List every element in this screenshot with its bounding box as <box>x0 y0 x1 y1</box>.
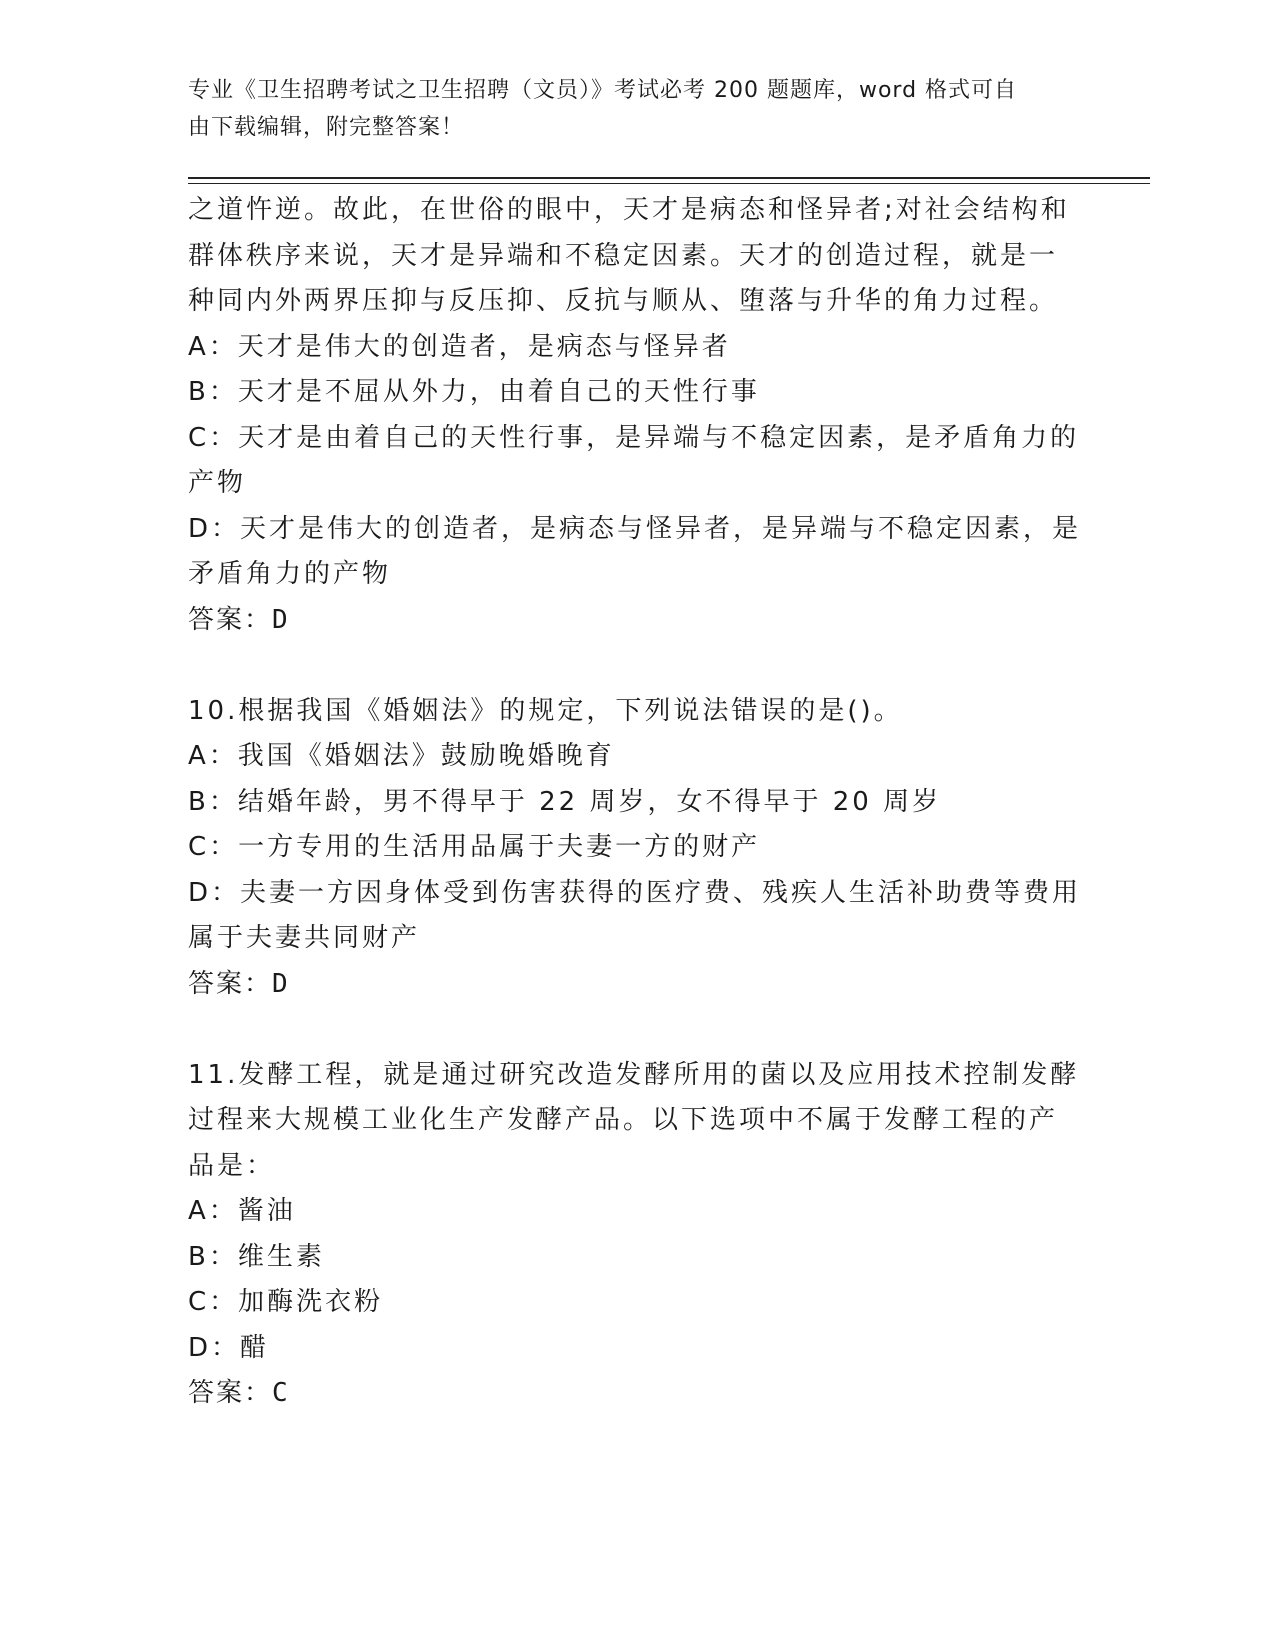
question-stem-line: 过程来大规模工业化生产发酵产品。以下选项中不属于发酵工程的产 <box>188 1105 1059 1135</box>
question-stem-line: 种同内外两界压抑与反压抑、反抗与顺从、堕落与升华的角力过程。 <box>188 286 1059 316</box>
header-title-line-1: 专业《卫生招聘考试之卫生招聘（文员）》考试必考 200 题题库，word 格式可自 <box>188 78 1018 103</box>
option-b: B：天才是不屈从外力，由着自己的天性行事 <box>188 377 760 407</box>
answer-label: 答案： <box>188 1378 273 1408</box>
question-9 <box>188 188 1082 643</box>
option-c <box>188 416 1080 507</box>
question-stem-line: 品是： <box>188 1150 276 1181</box>
option-c: C：一方专用的生活用品属于夫妻一方的财产 <box>188 832 761 862</box>
document-body <box>188 188 1082 1417</box>
option-c: C：加酶洗衣粉 <box>188 1287 384 1317</box>
document-header <box>188 72 1068 146</box>
option-d-line-2: 属于夫妻共同财产 <box>188 923 421 953</box>
answer <box>188 1371 1068 1417</box>
answer-value: C <box>272 1378 289 1408</box>
option-a: A：我国《婚姻法》鼓励晚婚晚育 <box>188 741 615 771</box>
option-c-line-1: C：天才是由着自己的天性行事，是异端与不稳定因素，是矛盾角力的 <box>188 422 1080 453</box>
question-stem-line: 群体秩序来说，天才是异端和不稳定因素。天才的创造过程，就是一 <box>188 240 1059 271</box>
option-a: A：酱油 <box>188 1196 296 1226</box>
question-11 <box>188 1053 1080 1417</box>
question-stem-line: 10.根据我国《婚姻法》的规定，下列说法错误的是()。 <box>188 695 903 726</box>
option-d-line-1: D：天才是伟大的创造者，是病态与怪异者，是异端与不稳定因素，是 <box>188 513 1082 544</box>
question-spacer <box>188 1007 1068 1053</box>
question-10 <box>188 689 1082 1008</box>
option-c-line-2: 产物 <box>188 468 247 498</box>
header-divider-thick <box>188 177 1150 179</box>
question-stem-line: 之道忤逆。故此，在世俗的眼中，天才是病态和怪异者;对社会结构和 <box>188 195 1070 225</box>
answer <box>188 598 1068 644</box>
option-b: B：维生素 <box>188 1241 325 1272</box>
header-title-line-2: 由下载编辑，附完整答案！ <box>188 115 465 140</box>
option-d-line-1: D：夫妻一方因身体受到伤害获得的医疗费、残疾人生活补助费等费用 <box>188 877 1082 908</box>
question-stem-line: 11.发酵工程，就是通过研究改造发酵所用的菌以及应用技术控制发酵 <box>188 1059 1080 1090</box>
option-b: B：结婚年龄，男不得早于 22 周岁，女不得早于 20 周岁 <box>188 786 942 817</box>
option-d-line-2: 矛盾角力的产物 <box>188 559 392 589</box>
option-a: A：天才是伟大的创造者，是病态与怪异者 <box>188 331 731 362</box>
header-divider-thin <box>188 183 1150 184</box>
answer-label: 答案： <box>188 604 273 635</box>
option-d <box>188 507 1082 598</box>
answer-value: D <box>272 968 289 999</box>
question-spacer <box>188 643 1068 689</box>
answer-value: D <box>272 604 289 635</box>
answer-label: 答案： <box>188 968 273 999</box>
option-d: D：醋 <box>188 1332 270 1363</box>
answer <box>188 962 1068 1008</box>
option-d <box>188 871 1082 962</box>
